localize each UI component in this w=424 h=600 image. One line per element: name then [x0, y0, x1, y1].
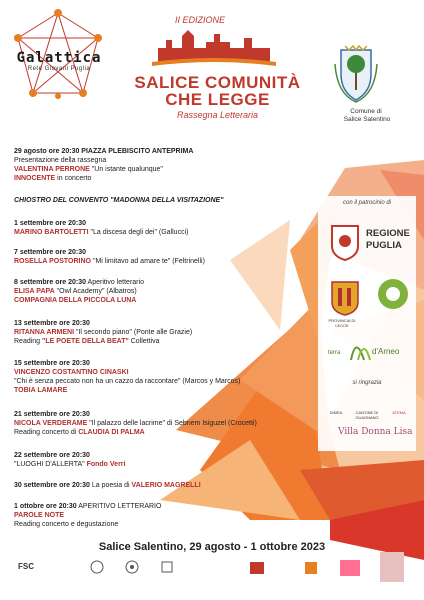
- event-author: ROSELLA POSTORINO: [14, 258, 92, 265]
- sponsor-region-icon: [160, 560, 174, 574]
- event-performer: INNOCENTE: [14, 175, 56, 182]
- event-performer: CLAUDIA DI PALMA: [78, 429, 145, 436]
- galattica-subtitle: Rete Giovani Puglia: [27, 66, 91, 72]
- provincia-lecce-crest-icon: [330, 278, 360, 316]
- event-title: "La discesa degli dei" (Gallucci): [88, 229, 189, 236]
- event-extra: APERITIVO LETTERARIO: [76, 503, 162, 510]
- event-pre: Reading: [14, 338, 43, 345]
- patrocinio-label: con il patrocinio di: [342, 200, 392, 206]
- cantina-logo: CANTINE DI GUAGNANO: [355, 410, 379, 420]
- event-title: "LUOGHI D'ALLERTA": [14, 461, 87, 468]
- event-author: VALENTINA PERRONE: [14, 166, 90, 173]
- event-extra: Aperitivo letterario: [85, 279, 144, 286]
- sponsor-red-icon: [250, 562, 264, 574]
- event-author: RITANNA ARMENI: [14, 329, 75, 336]
- event-heading: 22 settembre ore 20:30: [14, 452, 90, 459]
- galattica-name: Galattica: [16, 50, 102, 66]
- event-dates-footer: Salice Salentino, 29 agosto - 1 ottobre 2023: [98, 541, 326, 553]
- terra-d-arneo-logo-icon: [326, 330, 411, 370]
- event-title: "Owl Academy" (Albatros): [54, 288, 137, 295]
- event-heading: 15 settembre ore 20:30: [14, 360, 90, 367]
- title-line-1: SALICE COMUNITÀ: [134, 73, 301, 92]
- event-note: Reading concerto e degustazione: [14, 521, 119, 528]
- event-author: MARINO BARTOLETTI: [14, 229, 89, 236]
- venue-heading: CHIOSTRO DEL CONVENTO "MADONNA DELLA VISITAZIONE": [14, 197, 224, 204]
- event-note: in concerto: [55, 175, 92, 182]
- event-22-settembre: [14, 451, 314, 469]
- event-heading: 13 settembre ore 20:30: [14, 320, 90, 327]
- event-author: NICOLA VERDERAME: [14, 420, 88, 427]
- event-8-settembre: [14, 278, 314, 305]
- event-line: Presentazione della rassegna: [14, 157, 107, 164]
- event-author: VALERIO MAGRELLI: [131, 482, 201, 489]
- event-heading: 8 settembre ore 20:30: [14, 279, 86, 286]
- event-anteprima: [14, 147, 314, 183]
- sponsor-emblem-icon: [125, 560, 139, 574]
- event-1-ottobre: [14, 502, 314, 529]
- event-heading: 1 settembre ore 20:30: [14, 220, 86, 227]
- event-1-settembre: [14, 219, 314, 237]
- fsc-logo: FSC: [18, 562, 34, 571]
- edition-label: II EDIZIONE: [175, 15, 226, 25]
- event-title: "Chi è senza peccato non ha un cazzo da raccontare" (Marcos y Marcos): [14, 378, 241, 385]
- event-author: PAROLE NOTE: [14, 512, 65, 519]
- event-author: VINCENZO COSTANTINO CINASKI: [14, 369, 129, 376]
- sponsor-seal-icon: [90, 560, 104, 574]
- villa-donna-lisa-logo: Villa Donna Lisa: [338, 427, 413, 437]
- provincia-lecce-label: PROVINCIA DI LECCE: [328, 318, 356, 328]
- event-heading: 29 agosto ore 20:30 PIAZZA PLEBISCITO ANTEPRIMA: [14, 148, 194, 155]
- event-performer: Fondo Verri: [86, 461, 126, 468]
- event-performer: COMPAGNIA DELLA PICCOLA LUNA: [14, 297, 137, 304]
- event-performer: TOBIA LAMARE: [14, 387, 68, 394]
- regione-puglia-crest-icon: [330, 224, 360, 262]
- comune-coat-of-arms-icon: [333, 44, 379, 104]
- event-title: "Il palazzo delle lacrime" di Sebnem Isiguzel (Crocetti): [87, 420, 257, 427]
- event-title: "Mi limitavo ad amare te" (Feltrinelli): [91, 258, 205, 265]
- event-extra: La poesia di: [89, 482, 132, 489]
- comune-label-2: Salice Salentino: [343, 116, 391, 123]
- event-heading: 30 settembre ore 20:30: [14, 482, 90, 489]
- event-heading: 7 settembre ore 20:30: [14, 249, 86, 256]
- event-pre: Reading concerto di: [14, 429, 79, 436]
- event-15-settembre: [14, 359, 314, 395]
- comune-label-1: Comune di: [350, 108, 382, 115]
- svg-text:terra: terra: [328, 350, 341, 356]
- event-author: ELISA PAPA: [14, 288, 55, 295]
- dimea-logo: DIMEA: [329, 410, 343, 415]
- atema-logo: ATEMA: [392, 410, 406, 415]
- event-performer: "LE POETE DELLA BEAT": [42, 338, 129, 345]
- event-title: "Il secondo piano" (Ponte alle Grazie): [74, 329, 193, 336]
- sponsor-book-icon: [380, 552, 404, 582]
- title-line-2: CHE LEGGE: [165, 90, 270, 109]
- ringraziamenti-label: si ringrazia: [352, 380, 382, 386]
- sponsor-pink-icon: [340, 560, 360, 576]
- event-21-settembre: [14, 410, 314, 437]
- event-13-settembre: [14, 319, 314, 346]
- event-title: "Un istante qualunque": [89, 166, 163, 173]
- event-30-settembre: [14, 481, 314, 490]
- svg-text:d'Arneo: d'Arneo: [372, 347, 400, 356]
- event-heading: 1 ottobre ore 20:30: [14, 503, 77, 510]
- sponsor-orange-icon: [305, 562, 317, 574]
- regione-puglia-label: REGIONE PUGLIA: [366, 228, 410, 251]
- event-7-settembre: [14, 248, 314, 266]
- event-note: Collettiva: [128, 338, 160, 345]
- title-subtitle: Rassegna Letteraria: [176, 110, 259, 120]
- organization-logo-icon: [376, 277, 410, 311]
- event-heading: 21 settembre ore 20:30: [14, 411, 90, 418]
- town-skyline-book-icon: [148, 26, 280, 66]
